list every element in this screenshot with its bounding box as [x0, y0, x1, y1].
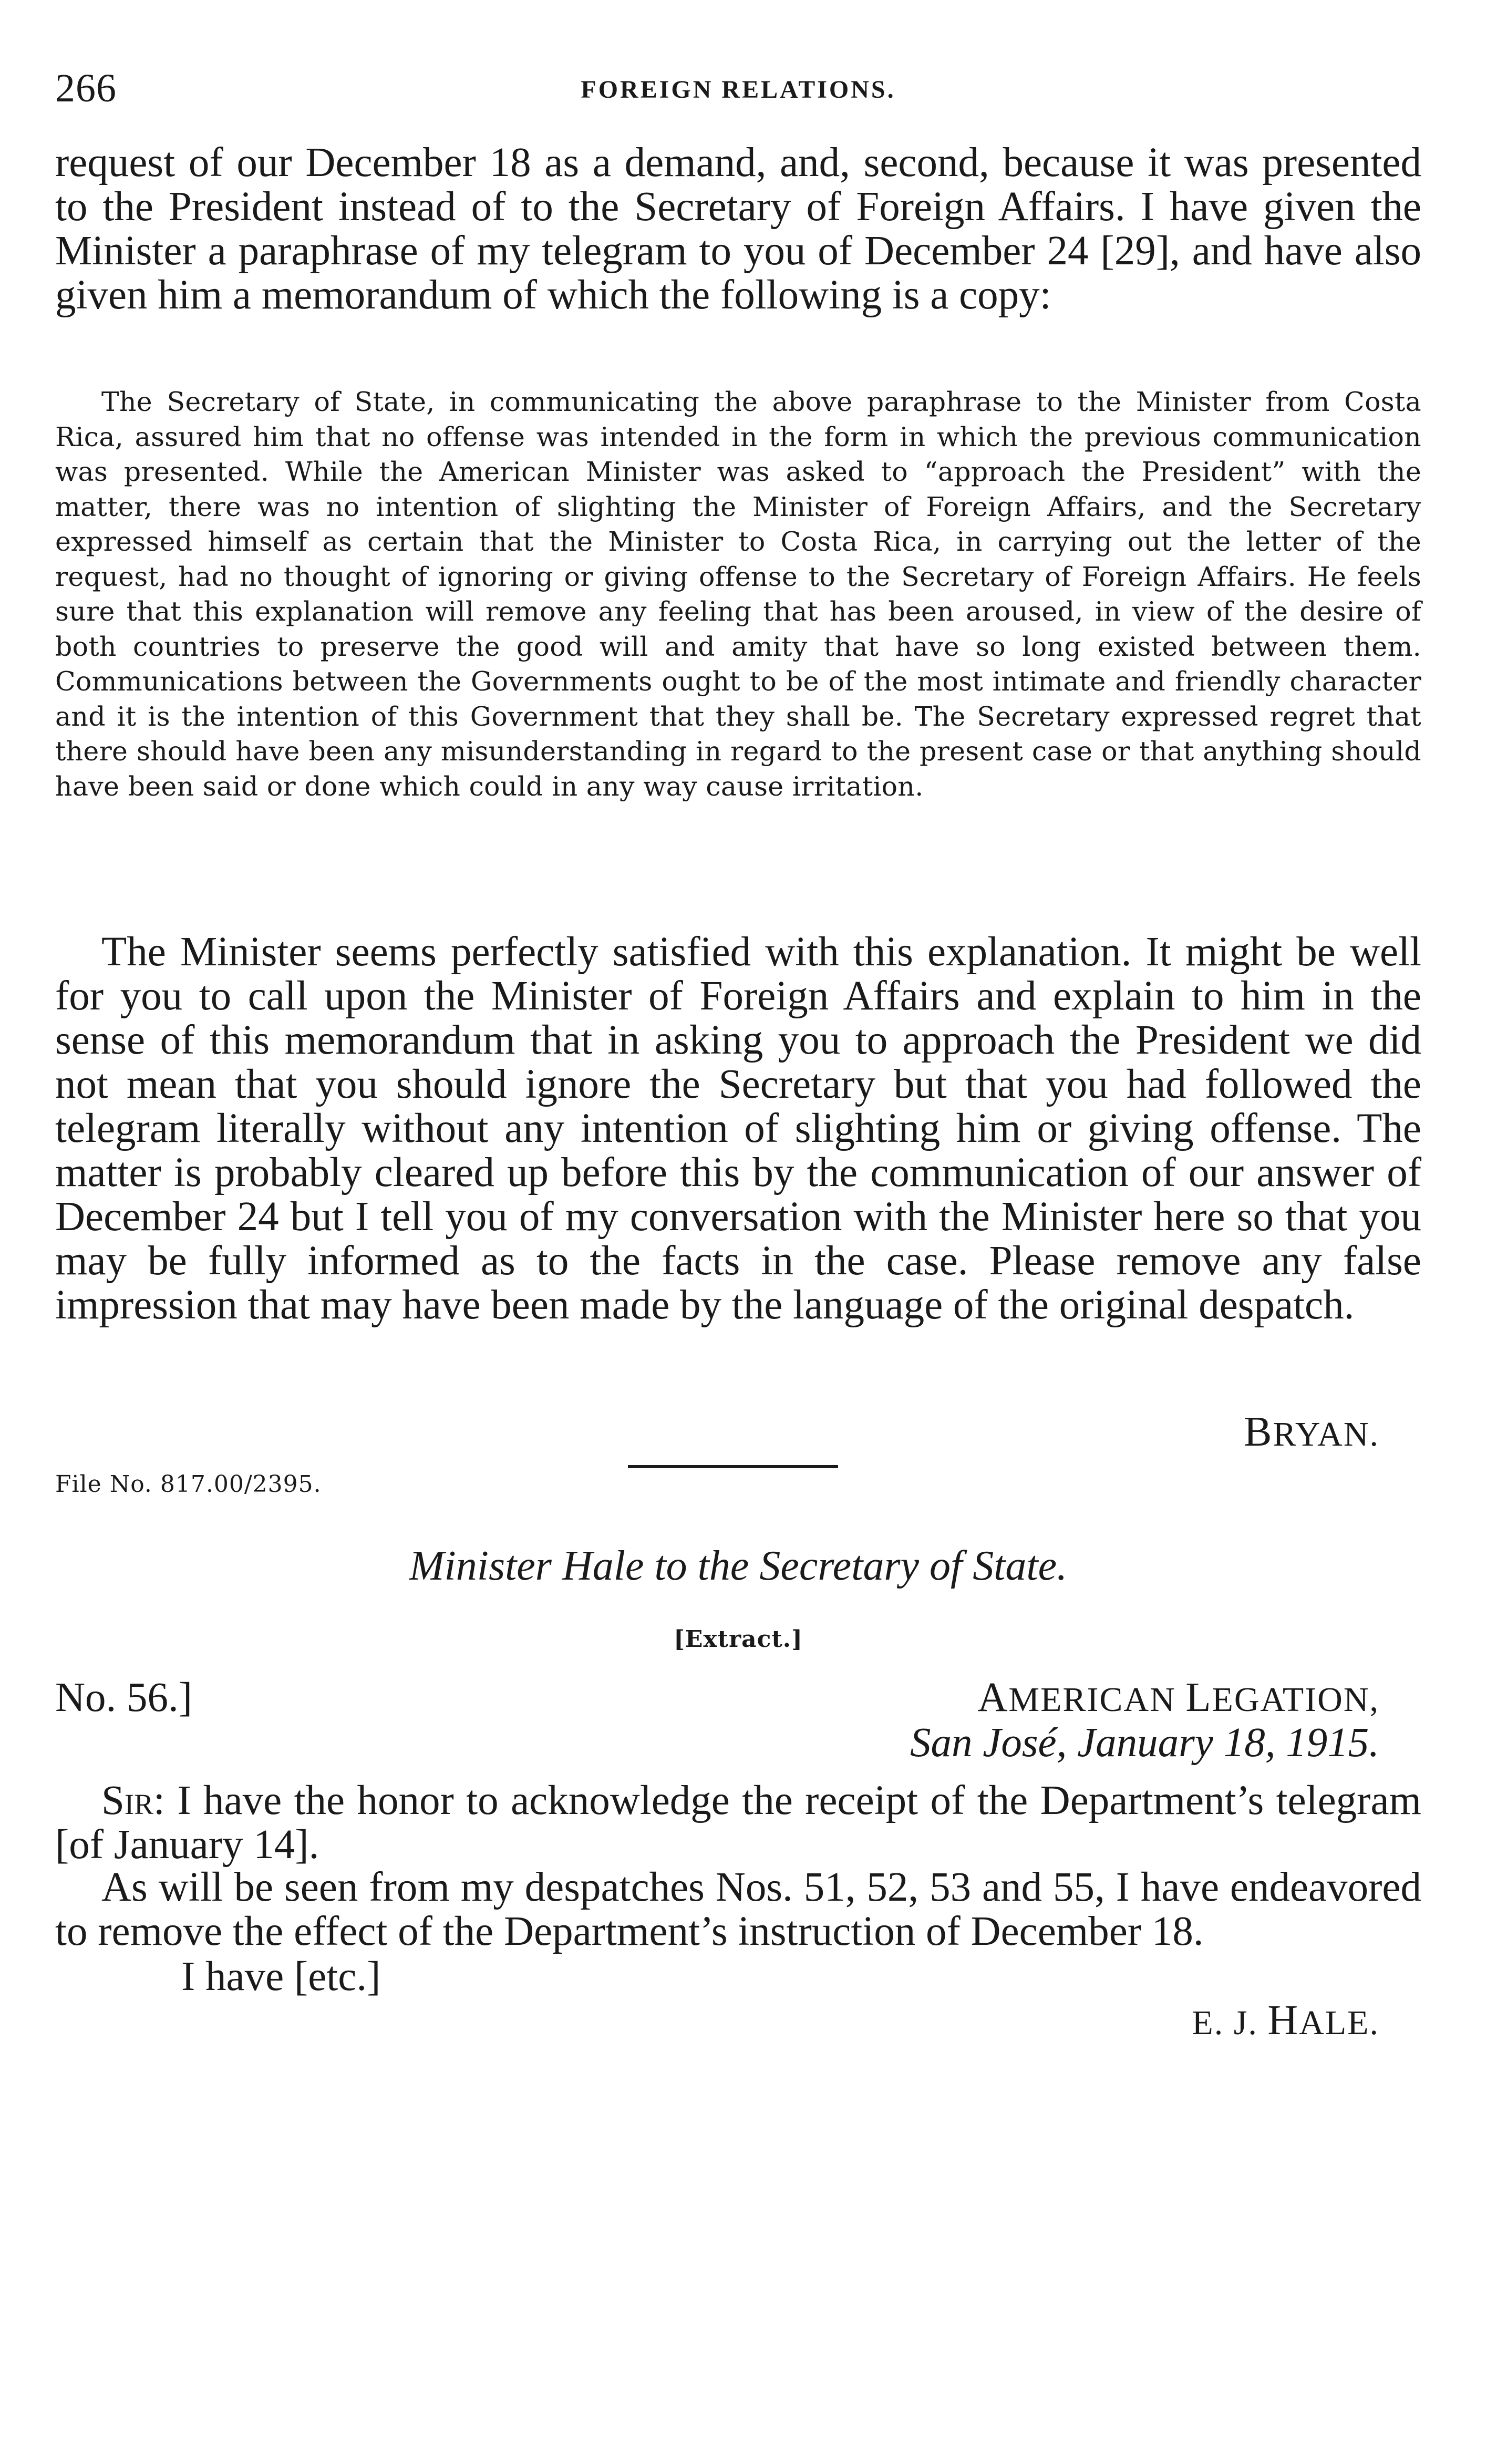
extract-note: [Extract.]	[674, 1626, 803, 1653]
section-divider	[628, 1465, 838, 1468]
paragraph-continuation: request of our December 18 as a demand, and, second, because it was presented to the President instead of to the Secretary of Foreign Affairs. I have given the Minister a paraphrase of my telegram to you of December 24 [29], and have also given him a memorandum of which the following is a copy:	[55, 140, 1421, 318]
file-number: File No. 817.00/2395.	[55, 1471, 322, 1498]
signature-hale	[1192, 1999, 1379, 2044]
paragraph-acknowledgement	[55, 1779, 1421, 1873]
signature-initial: H	[1267, 1997, 1299, 2044]
signature-rest: ALE.	[1299, 2004, 1379, 2042]
legation-rest-2: EGATION,	[1212, 1681, 1379, 1719]
paragraph-minister-satisfied: The Minister seems perfectly satisfied with this explanation. It might be well for you to call upon the Minister of Foreign Affairs and explain to him in the sense of this memorandum that in asking you to approach the President we did not mean that you should ignore the Secretary but that you had followed the telegram literally without any intention of slighting him or giving offense. The matter is probably cleared up before this by the communication of our answer of December 24 but I tell you of my conversation with the Minister here so that you may be fully informed as to the facts in the case. Please remove any false impression that may have been made by the language of the original despatch.	[55, 929, 1421, 1328]
closing-line: I have [etc.]	[181, 1954, 381, 1999]
running-head	[55, 62, 1421, 115]
legation-rest-1: MERICAN	[1008, 1681, 1176, 1719]
memorandum-text: The Secretary of State, in communicating the above paraphrase to the Minister from Costa Rica, assured him that no offense was intended in the form in which the previous communication was presented. While the American Minister was asked to “approach the President” with the matter, there was no intention of slighting the Minister of Foreign Affairs, and the Secretary expressed himself as certain that the Minister to Costa Rica, in carrying out the letter of the request, had no thought of ignoring or giving offense to the Secretary of Foreign Affairs. He feels sure that this explanation will remove any feeling that has been aroused, in view of the desire of both countries to preserve the good will and amity that have so long existed between them. Communications between the Governments ought to be of the most intimate and friendly character and it is the intention of this Government that they shall be. The Secretary expressed regret that there should have been any misunderstanding in regard to the present case or that anything should have been said or done which could in any way cause irritation.	[55, 386, 1421, 802]
legation-initial-1: A	[977, 1675, 1009, 1720]
salutation: Sir:	[101, 1778, 165, 1823]
page-number: 266	[55, 66, 117, 110]
document-page	[55, 0, 1421, 2464]
legation-initial-2: L	[1185, 1675, 1212, 1720]
legation-name	[977, 1674, 1379, 1724]
paragraph-despatches: As will be seen from my despatches Nos. 51, 52, 53 and 55, I have endeavored to remove the effect of the Department’s instruction of December 18.	[55, 1864, 1421, 1954]
signature-initials: E. J.	[1192, 2004, 1268, 2042]
document-heading: Minister Hale to the Secretary of State.	[409, 1543, 1068, 1589]
signature-rest: RYAN.	[1273, 1415, 1379, 1453]
signature-bryan	[1244, 1411, 1379, 1456]
signature-initial: B	[1244, 1409, 1273, 1455]
place-and-date: San José, January 18, 1915.	[910, 1720, 1379, 1766]
acknowledgement-text: I have the honor to acknowledge the receipt of the Department’s telegram [of January 14].	[55, 1778, 1421, 1868]
running-title: FOREIGN RELATIONS.	[581, 76, 896, 104]
despatch-number: No. 56.]	[55, 1675, 193, 1720]
